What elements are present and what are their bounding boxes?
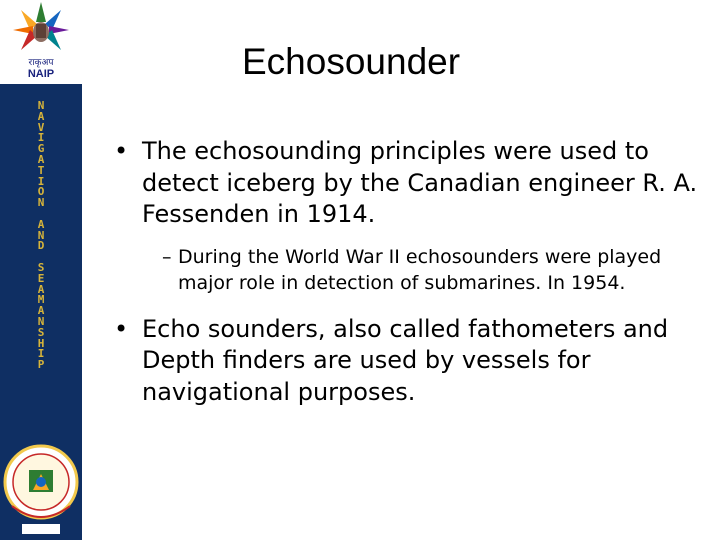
vertical-letter: N [37,196,45,210]
naip-logo-icon [0,0,82,84]
vertical-letter: E [37,271,45,285]
vertical-letter: S [37,260,45,274]
vertical-letter: S [37,325,45,339]
sub-bullet-text: During the World War II echosounders were played major role in detection of submarines. In 1954. [178,245,662,294]
bullet-item [112,314,702,409]
vertical-letter: A [37,109,45,123]
vertical-letter: N [37,314,45,328]
vertical-letter: I [37,347,45,361]
vertical-letter: N [37,228,45,242]
sub-bullet-marker: – [162,245,172,268]
vertical-title [32,101,50,371]
institute-seal-icon [0,438,82,540]
vertical-letter: V [37,120,45,134]
bullet-text: The echosounding principles were used to detect iceberg by the Canadian engineer R. A. Fessenden in 1914. [142,137,698,228]
vertical-letter: A [37,282,45,296]
vertical-letter: I [37,174,45,188]
vertical-letter: D [37,239,45,253]
bullet-marker: • [114,314,129,343]
svg-text:राकृअप: राकृअप [28,58,54,68]
vertical-letter: G [37,142,45,156]
slide-body [112,136,702,408]
left-sidebar [0,0,82,540]
bullet-marker: • [114,137,129,165]
vertical-letter: A [37,152,45,166]
vertical-letter: H [37,336,45,350]
vertical-letter: O [37,185,45,199]
svg-text:NAIP: NAIP [27,68,55,80]
bullet-item [112,136,702,231]
slide-title: Echosounder [242,41,461,82]
bullet-text: Echo sounders, also called fathometers and Depth finders are used by vessels for navigational purposes. [142,314,669,406]
sub-bullet-item [162,244,702,296]
vertical-letter: P [37,358,45,372]
vertical-letter: A [37,304,45,318]
vertical-letter: I [37,131,45,145]
vertical-letter: A [37,217,45,231]
vertical-letter: T [37,163,45,177]
vertical-letter: M [37,293,45,307]
vertical-letter: N [37,99,45,112]
